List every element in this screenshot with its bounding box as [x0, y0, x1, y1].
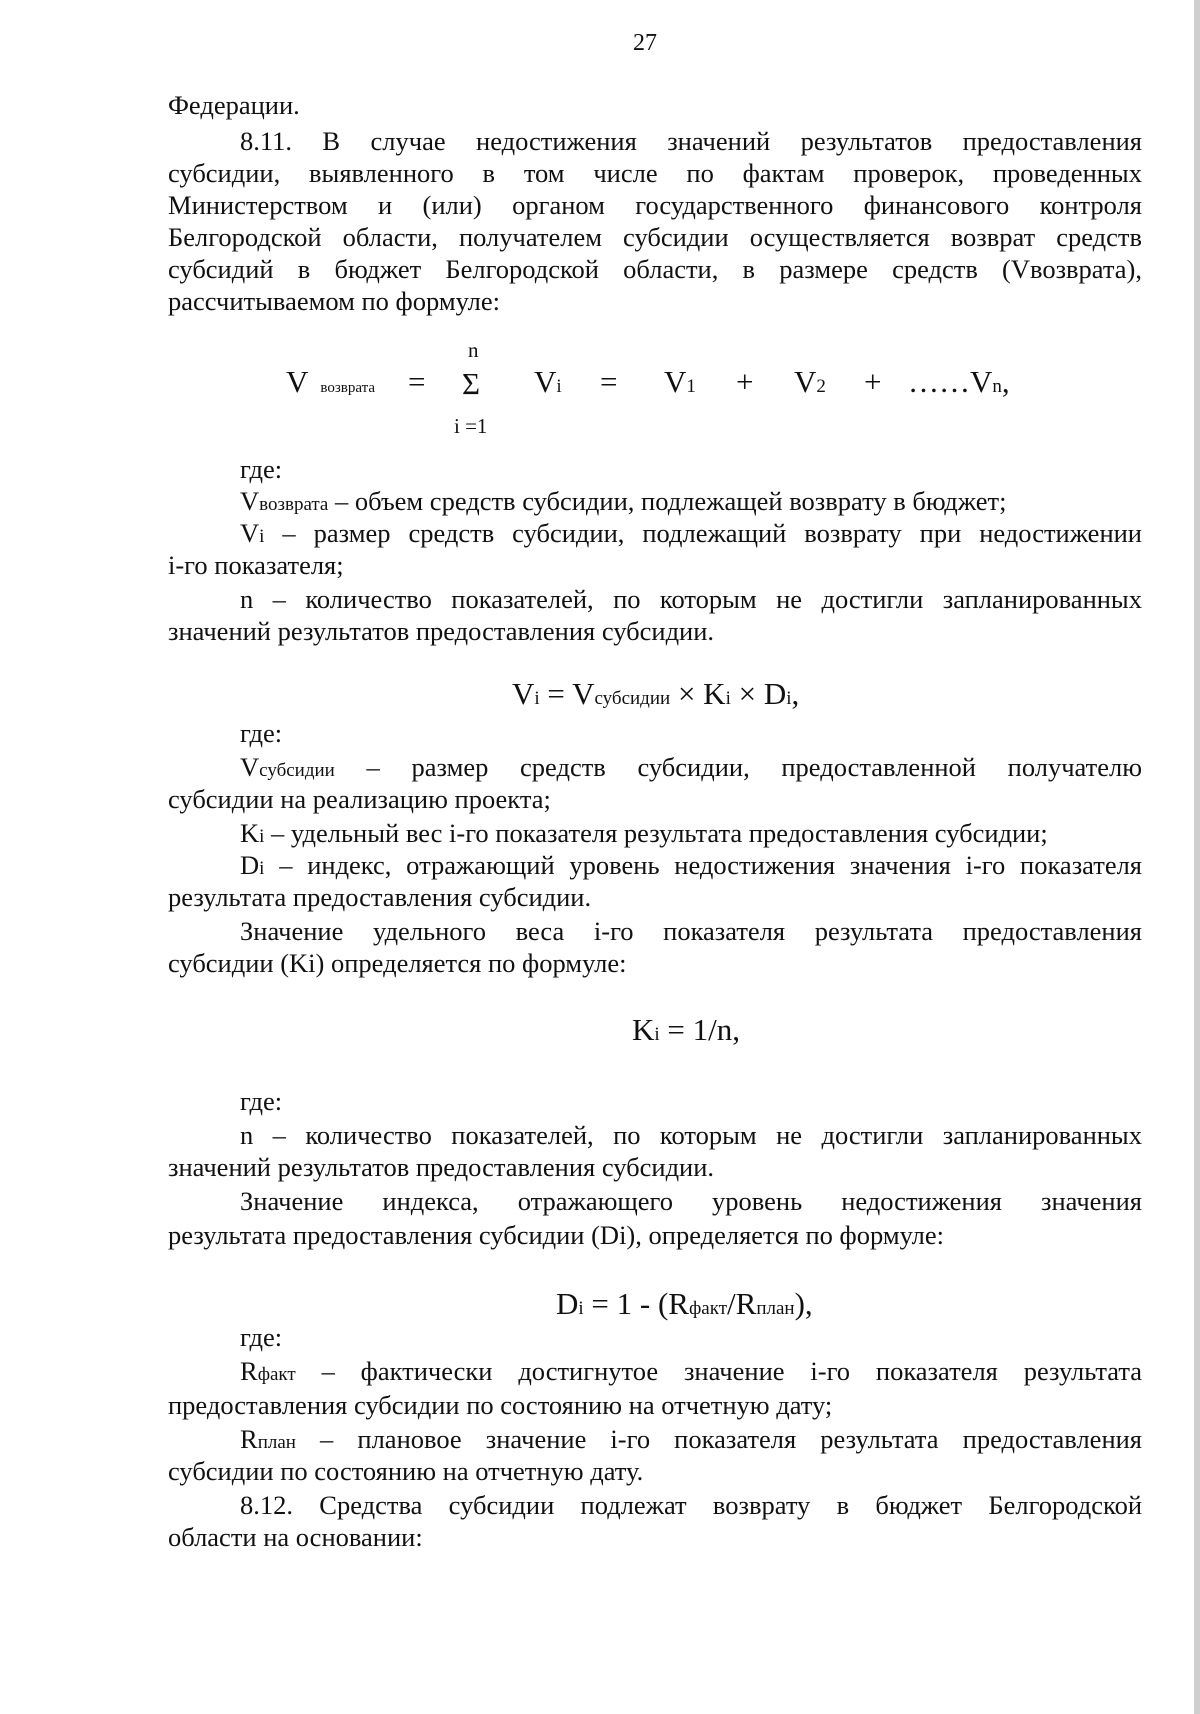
definition-line: Rплан – плановое значение i-го показателя результата предоставления: [240, 1424, 1142, 1454]
formula-comma: ,: [1001, 364, 1010, 399]
sigma-upper-limit: n: [468, 338, 479, 362]
definition-line: Ki – удельный вес i-го показателя результата предоставления субсидии;: [240, 818, 1048, 848]
formula-symbol: V: [664, 364, 687, 399]
where-label: где:: [240, 718, 283, 748]
definition-line: n – количество показателей, по которым не достигли запланированных: [240, 1120, 1142, 1150]
definition-line: субсидии по состоянию на отчетную дату.: [168, 1456, 644, 1486]
paragraph-line: области на основании:: [168, 1522, 423, 1552]
definition-line: Di – индекс, отражающий уровень недостижения значения i-го показателя: [240, 850, 1142, 880]
formula-plus: +: [864, 364, 882, 399]
definition-line: субсидии на реализацию проекта;: [168, 784, 551, 814]
formula-symbol: V: [534, 364, 557, 399]
definition-line: Vвозврата – объем средств субсидии, подлежащей возврату в бюджет;: [240, 486, 1007, 516]
definition-line: Vсубсидии – размер средств субсидии, предоставленной получателю: [240, 752, 1142, 782]
text-line: Министерством и (или) органом государственного финансового контроля: [168, 190, 1142, 220]
formula-ki: Ki = 1/n,: [632, 1012, 741, 1047]
definition-line: предоставления субсидии по состоянию на отчетную дату;: [168, 1390, 833, 1420]
formula-di: Di = 1 - (Rфакт/Rплан),: [556, 1286, 813, 1321]
formula-subscript: 1: [686, 376, 696, 397]
page-number: 27: [633, 30, 657, 56]
definition-line: значений результатов предоставления субсидии.: [168, 1152, 715, 1182]
paragraph-line: субсидии (Ki) определяется по формуле:: [168, 948, 627, 978]
formula-subscript: возврата: [320, 380, 376, 396]
formula-symbol: V: [794, 364, 817, 399]
definition-line: результата предоставления субсидии.: [168, 882, 592, 912]
formula-subscript: n: [992, 376, 1002, 397]
formula-subscript: 2: [816, 376, 826, 397]
formula-symbol: ……V: [908, 364, 993, 399]
definition-line: значений результатов предоставления субсидии.: [168, 616, 715, 646]
paragraph-line: Значение удельного веса i-го показателя результата предоставления: [240, 916, 1142, 946]
formula-subscript: i: [556, 376, 562, 397]
sigma-lower-limit: i =1: [454, 414, 488, 438]
where-label: где:: [240, 454, 283, 484]
paragraph-line: Значение индекса, отражающего уровень недостижения значения: [240, 1186, 1142, 1216]
where-label: где:: [240, 1086, 283, 1116]
text-line: Белгородской области, получателем субсидии осуществляется возврат средств: [168, 222, 1142, 252]
formula-equals: =: [600, 364, 618, 399]
formula-plus: +: [736, 364, 754, 399]
formula-symbol: V: [286, 364, 309, 399]
sigma-symbol: Σ: [462, 366, 481, 401]
text-line: 8.11. В случае недостижения значений результатов предоставления: [240, 126, 1142, 156]
definition-line: Rфакт – фактически достигнутое значение i-го показателя результата: [240, 1356, 1142, 1386]
scan-page-edge: [1194, 0, 1200, 1714]
text-line: субсидий в бюджет Белгородской области, в размере средств (Vвозврата),: [168, 254, 1142, 284]
definition-line: Vi – размер средств субсидии, подлежащий возврату при недостижении: [240, 518, 1142, 548]
definition-line: n – количество показателей, по которым не достигли запланированных: [240, 584, 1142, 614]
text-line: субсидии, выявленного в том числе по фактам проверок, проведенных: [168, 158, 1142, 188]
paragraph-line: 8.12. Средства субсидии подлежат возврату в бюджет Белгородской: [240, 1490, 1142, 1520]
formula-vi: Vi = Vсубсидии × Ki × Di,: [512, 676, 800, 711]
text-line: рассчитываемом по формуле:: [168, 286, 501, 316]
formula-equals: =: [408, 364, 426, 399]
definition-line: i-го показателя;: [168, 550, 344, 580]
text-line: Федерации.: [168, 90, 300, 120]
paragraph-line: результата предоставления субсидии (Di), определяется по формуле:: [168, 1220, 945, 1250]
where-label: где:: [240, 1322, 283, 1352]
